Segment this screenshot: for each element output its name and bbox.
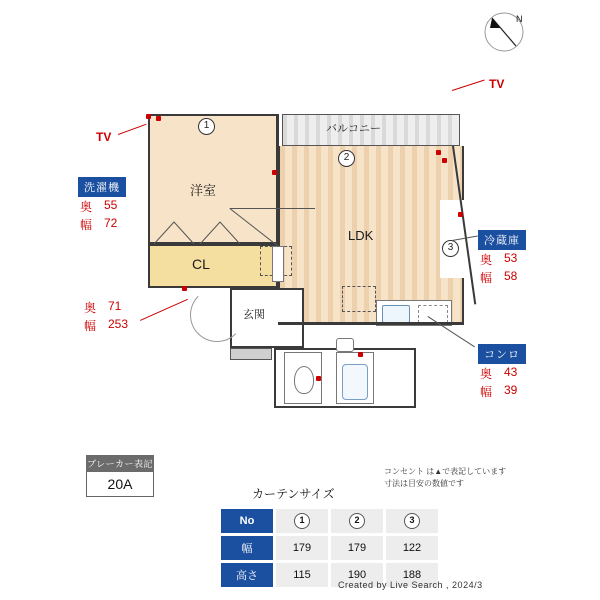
callout-stove-depth: 43 <box>504 365 518 379</box>
outlet-dot <box>272 170 277 175</box>
outlet-dot <box>316 376 321 381</box>
callout-closet-depth-label: 奥 <box>84 301 97 315</box>
callout-fridge-width: 58 <box>504 269 518 283</box>
genkan-step <box>230 348 272 360</box>
curtain-header-2: 2 <box>331 509 383 533</box>
toilet-bowl-icon <box>294 366 314 394</box>
callout-washing-machine-title: 洗濯機 <box>78 177 126 197</box>
curtain-height-1: 115 <box>276 563 328 587</box>
credit-text: Created by Live Search , 2024/3 <box>338 580 483 590</box>
callout-fridge-depth: 53 <box>504 251 518 265</box>
room-label-balcony: バルコニー <box>326 123 381 135</box>
curtain-header-no: No <box>221 509 273 533</box>
curtain-header-1: 1 <box>276 509 328 533</box>
curtain-size-title: カーテンサイズ <box>252 487 335 501</box>
tv-label-left: TV <box>96 130 112 144</box>
north-compass <box>478 6 530 58</box>
curtain-row-label-width: 幅 <box>221 536 273 560</box>
curtain-width-3: 122 <box>386 536 438 560</box>
outlet-note <box>384 466 506 490</box>
bathtub-icon <box>342 364 368 400</box>
appliance-slot-washer <box>342 286 376 312</box>
entry-door-arc <box>190 288 244 342</box>
room-label-closet: CL <box>192 256 210 272</box>
callout-fridge-depth-label: 奥 <box>480 253 493 267</box>
callout-washing-machine-width-label: 幅 <box>80 218 93 232</box>
outlet-dot <box>182 286 187 291</box>
callout-washing-machine-width: 72 <box>104 216 118 230</box>
outlet-dot <box>146 114 151 119</box>
callout-closet-width: 253 <box>108 317 129 331</box>
fixture-washbasin <box>336 338 354 352</box>
room-closet <box>148 244 278 288</box>
callout-closet-width-label: 幅 <box>84 319 97 333</box>
outlet-dot <box>358 352 363 357</box>
outlet-dot <box>156 116 161 121</box>
breaker-value: 20A <box>86 472 154 497</box>
callout-stove-title: コンロ <box>478 344 526 364</box>
table-row <box>221 536 438 560</box>
curtain-height-2: 190 <box>331 563 383 587</box>
window-marker-3: 3 <box>442 240 459 257</box>
callout-stove-depth-label: 奥 <box>480 367 493 381</box>
breaker-caption: ブレーカー表記 <box>86 455 154 472</box>
curtain-row-label-height: 高さ <box>221 563 273 587</box>
tv-right-leader <box>452 79 485 90</box>
sliding-door <box>272 246 284 282</box>
callout-stove-width-label: 幅 <box>480 385 493 399</box>
outlet-note-line2: 寸法は目安の数値です <box>384 479 464 488</box>
callout-fridge-width-label: 幅 <box>480 271 493 285</box>
floor-plan <box>130 100 480 410</box>
tv-label-right: TV <box>489 77 505 91</box>
table-row <box>221 509 438 533</box>
washing-machine-leader <box>230 208 315 209</box>
outlet-dot <box>436 150 441 155</box>
outlet-dot <box>458 212 463 217</box>
outlet-dot <box>442 158 447 163</box>
room-label-washitsu: 洋室 <box>190 183 217 198</box>
outlet-note-line1: コンセント は▲で表記しています <box>384 467 507 476</box>
fixture-sink <box>382 305 410 323</box>
callout-closet-depth: 71 <box>108 299 122 313</box>
callout-washing-machine-depth-label: 奥 <box>80 200 93 214</box>
window-marker-2: 2 <box>338 150 355 167</box>
callout-washing-machine-depth: 55 <box>104 198 118 212</box>
curtain-width-1: 179 <box>276 536 328 560</box>
curtain-header-3: 3 <box>386 509 438 533</box>
room-label-genkan: 玄関 <box>243 309 265 321</box>
curtain-size-table <box>218 506 441 590</box>
svg-text:N: N <box>516 14 523 24</box>
callout-stove-width: 39 <box>504 383 518 397</box>
breaker-info <box>86 455 154 497</box>
curtain-height-3: 188 <box>386 563 438 587</box>
callout-fridge-title: 冷蔵庫 <box>478 230 526 250</box>
curtain-width-2: 179 <box>331 536 383 560</box>
window-marker-1: 1 <box>198 118 215 135</box>
room-label-ldk: LDK <box>348 228 374 243</box>
